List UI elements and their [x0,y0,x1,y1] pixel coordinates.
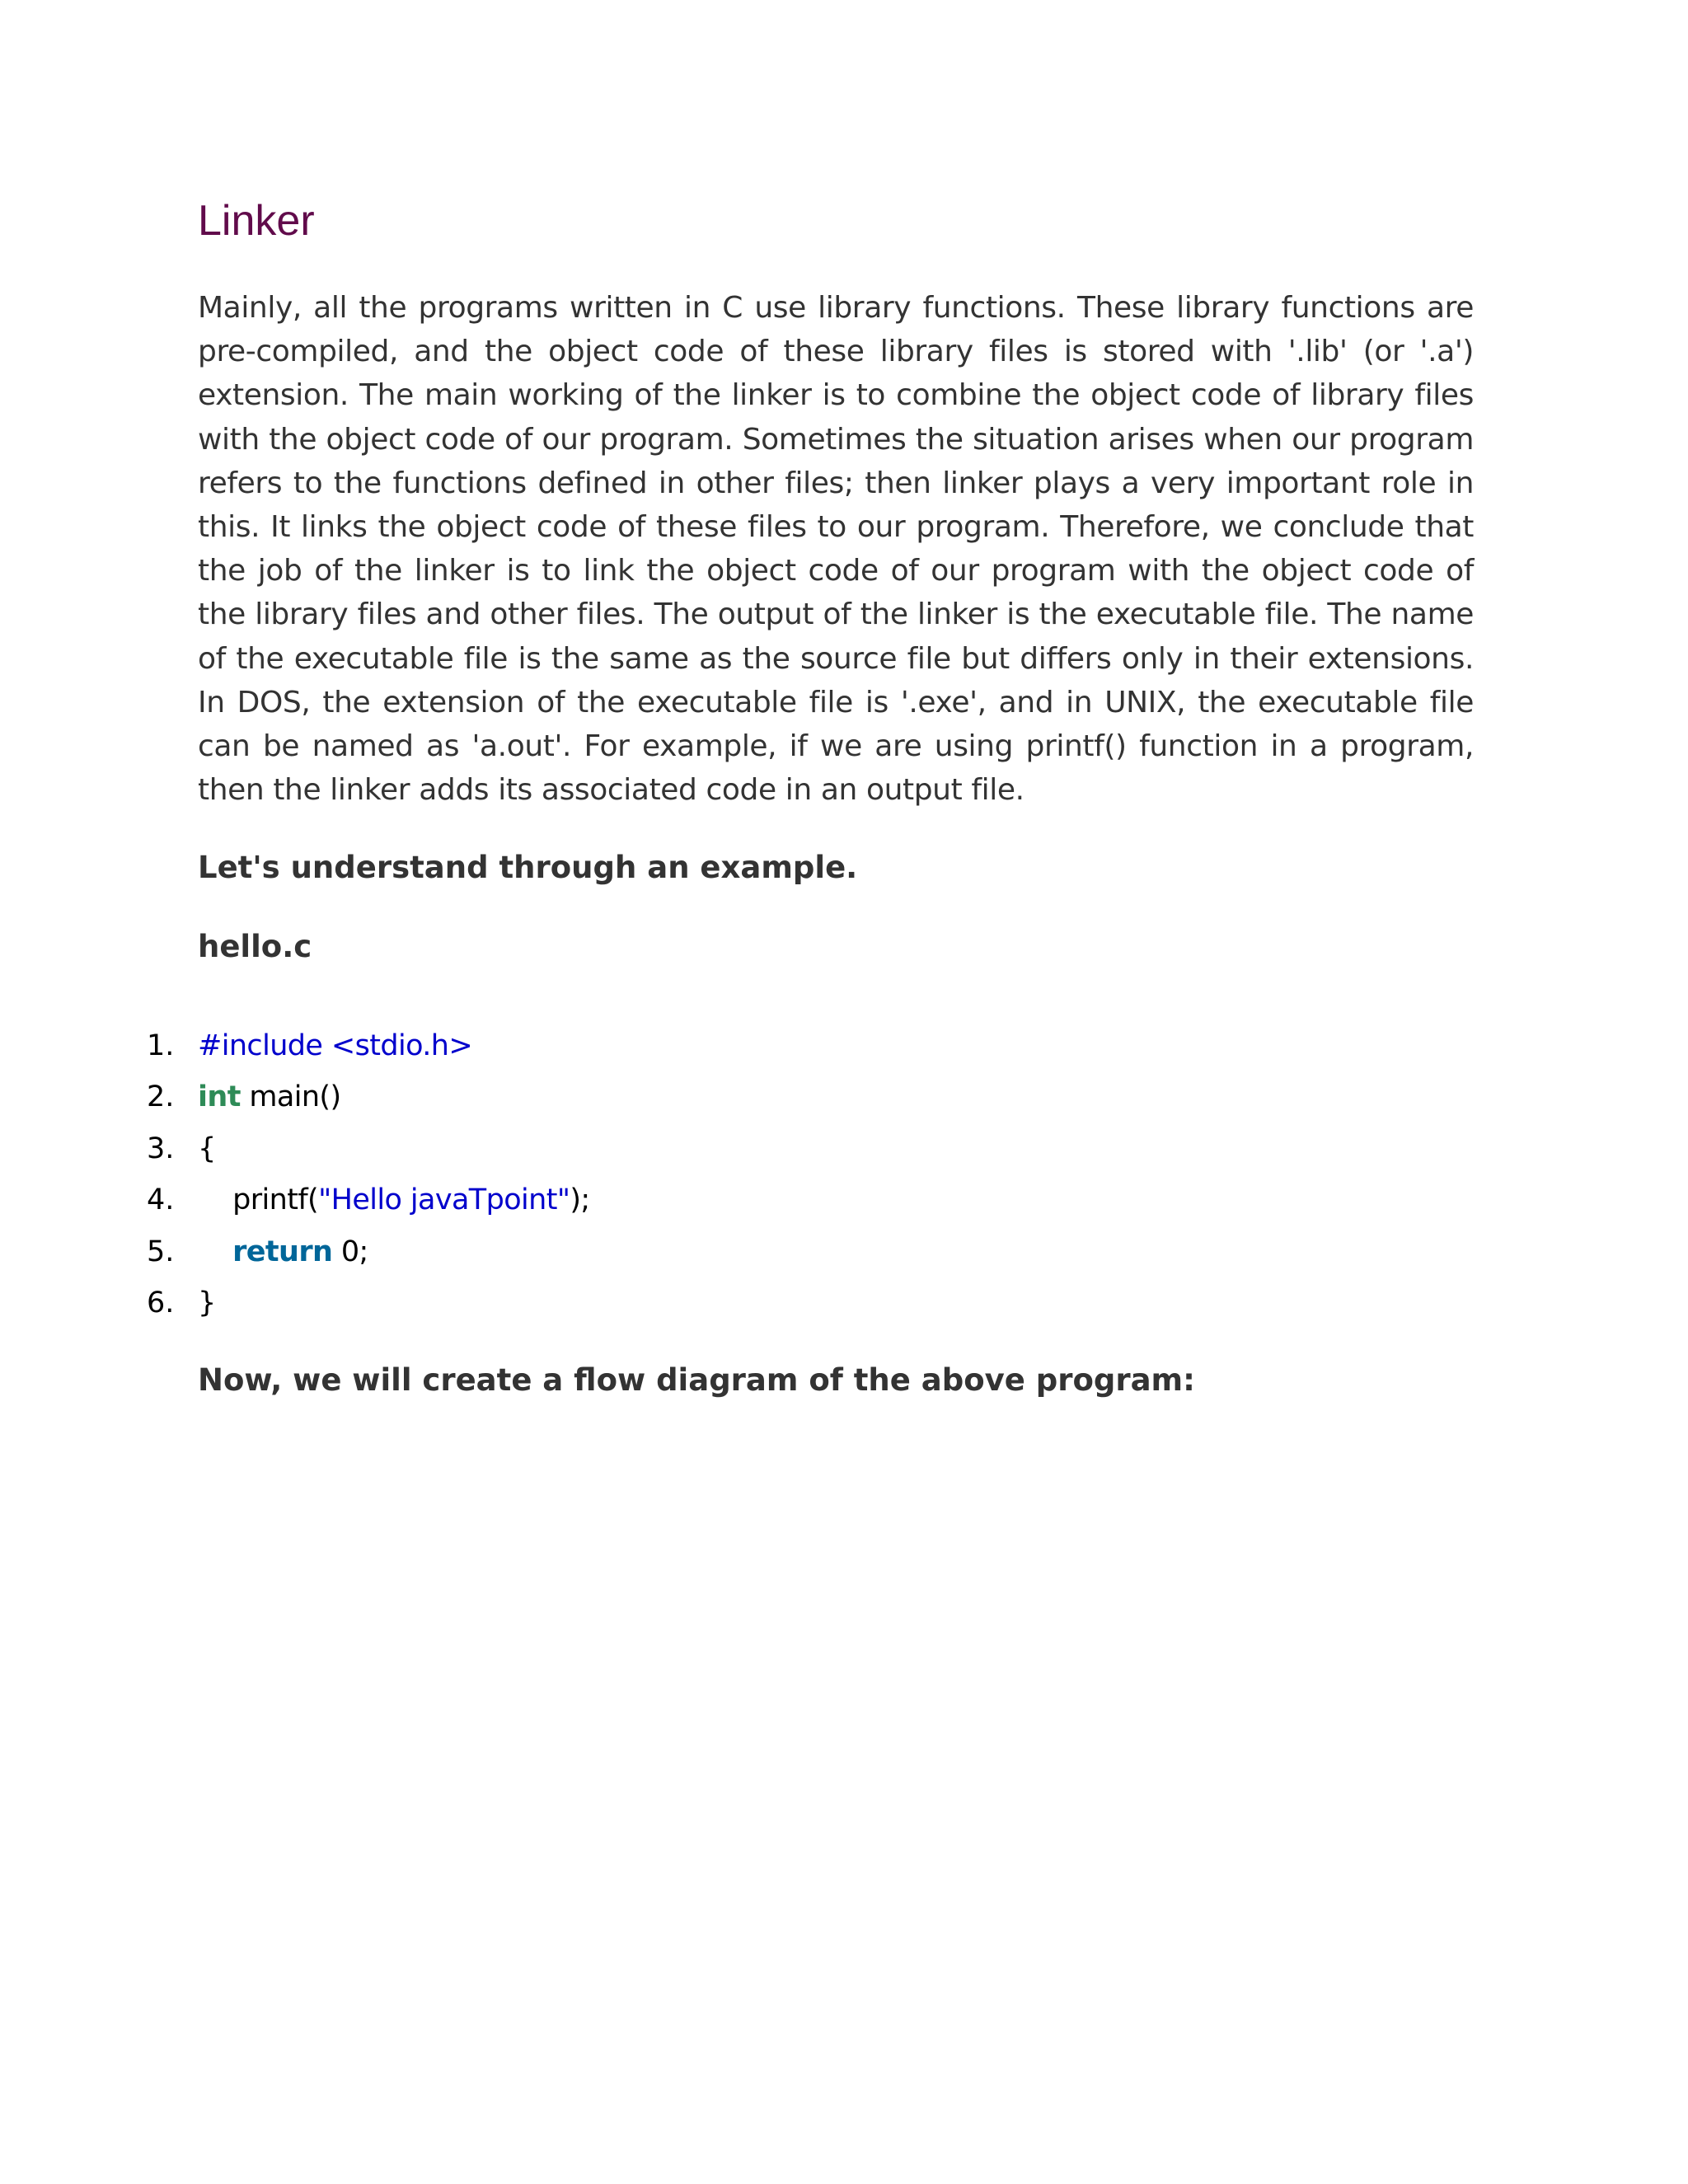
line-number: 4. [147,1183,175,1217]
code-line-1 [0,1020,1688,1071]
preprocessor-directive: #include <stdio.h> [198,1029,473,1062]
code-block [0,1020,1688,1329]
line-content [198,1020,472,1071]
line-content [198,1277,216,1329]
code-text: ); [570,1183,590,1217]
line-number: 2. [147,1080,175,1114]
code-filename: hello.c [198,929,312,964]
code-text: } [198,1286,216,1319]
code-line-2 [0,1071,1688,1122]
line-content [198,1071,341,1122]
line-content [198,1123,216,1174]
line-number: 6. [147,1286,175,1319]
code-line-6 [0,1277,1688,1329]
code-text: 0; [332,1235,368,1268]
flow-diagram-intro: Now, we will create a flow diagram of the above program: [198,1362,1195,1398]
line-content [198,1174,590,1226]
line-number: 1. [147,1029,175,1062]
keyword-int: int [198,1080,241,1114]
code-line-4 [0,1174,1688,1226]
line-number: 5. [147,1235,175,1268]
example-intro: Let's understand through an example. [198,850,858,885]
string-literal: "Hello javaTpoint" [318,1183,570,1217]
line-number: 3. [147,1132,175,1165]
code-text: { [198,1132,216,1165]
code-text: printf( [198,1183,319,1217]
code-indent [198,1235,232,1268]
code-text: main() [240,1080,341,1114]
page-title: Linker [198,197,315,245]
code-line-5 [0,1226,1688,1277]
linker-description-paragraph: Mainly, all the programs written in C use library functions. These library functions are pre-compiled, and the object code of these library files is stored with '.lib' (or '.a') extension. The main working of the linker is to combine the object code of library files with the object code of our program. Sometimes the situation arises when our program refers to the functions defined in other files; then linker plays a very important role in this. It links the object code of these files to our program. Therefore, we conclude that the job of the linker is to link the object code of our program with the object code of the library files and other files. The output of the linker is the executable file. The name of the executable file is the same as the source file but differs only in their extensions. In DOS, the extension of the executable file is '.exe', and in UNIX, the executable file can be named as 'a.out'. For example, if we are using printf() function in a program, then the linker adds its associated code in an output file. [198,291,1474,808]
code-line-3 [0,1123,1688,1174]
keyword-return: return [232,1235,333,1268]
line-content [198,1226,368,1277]
